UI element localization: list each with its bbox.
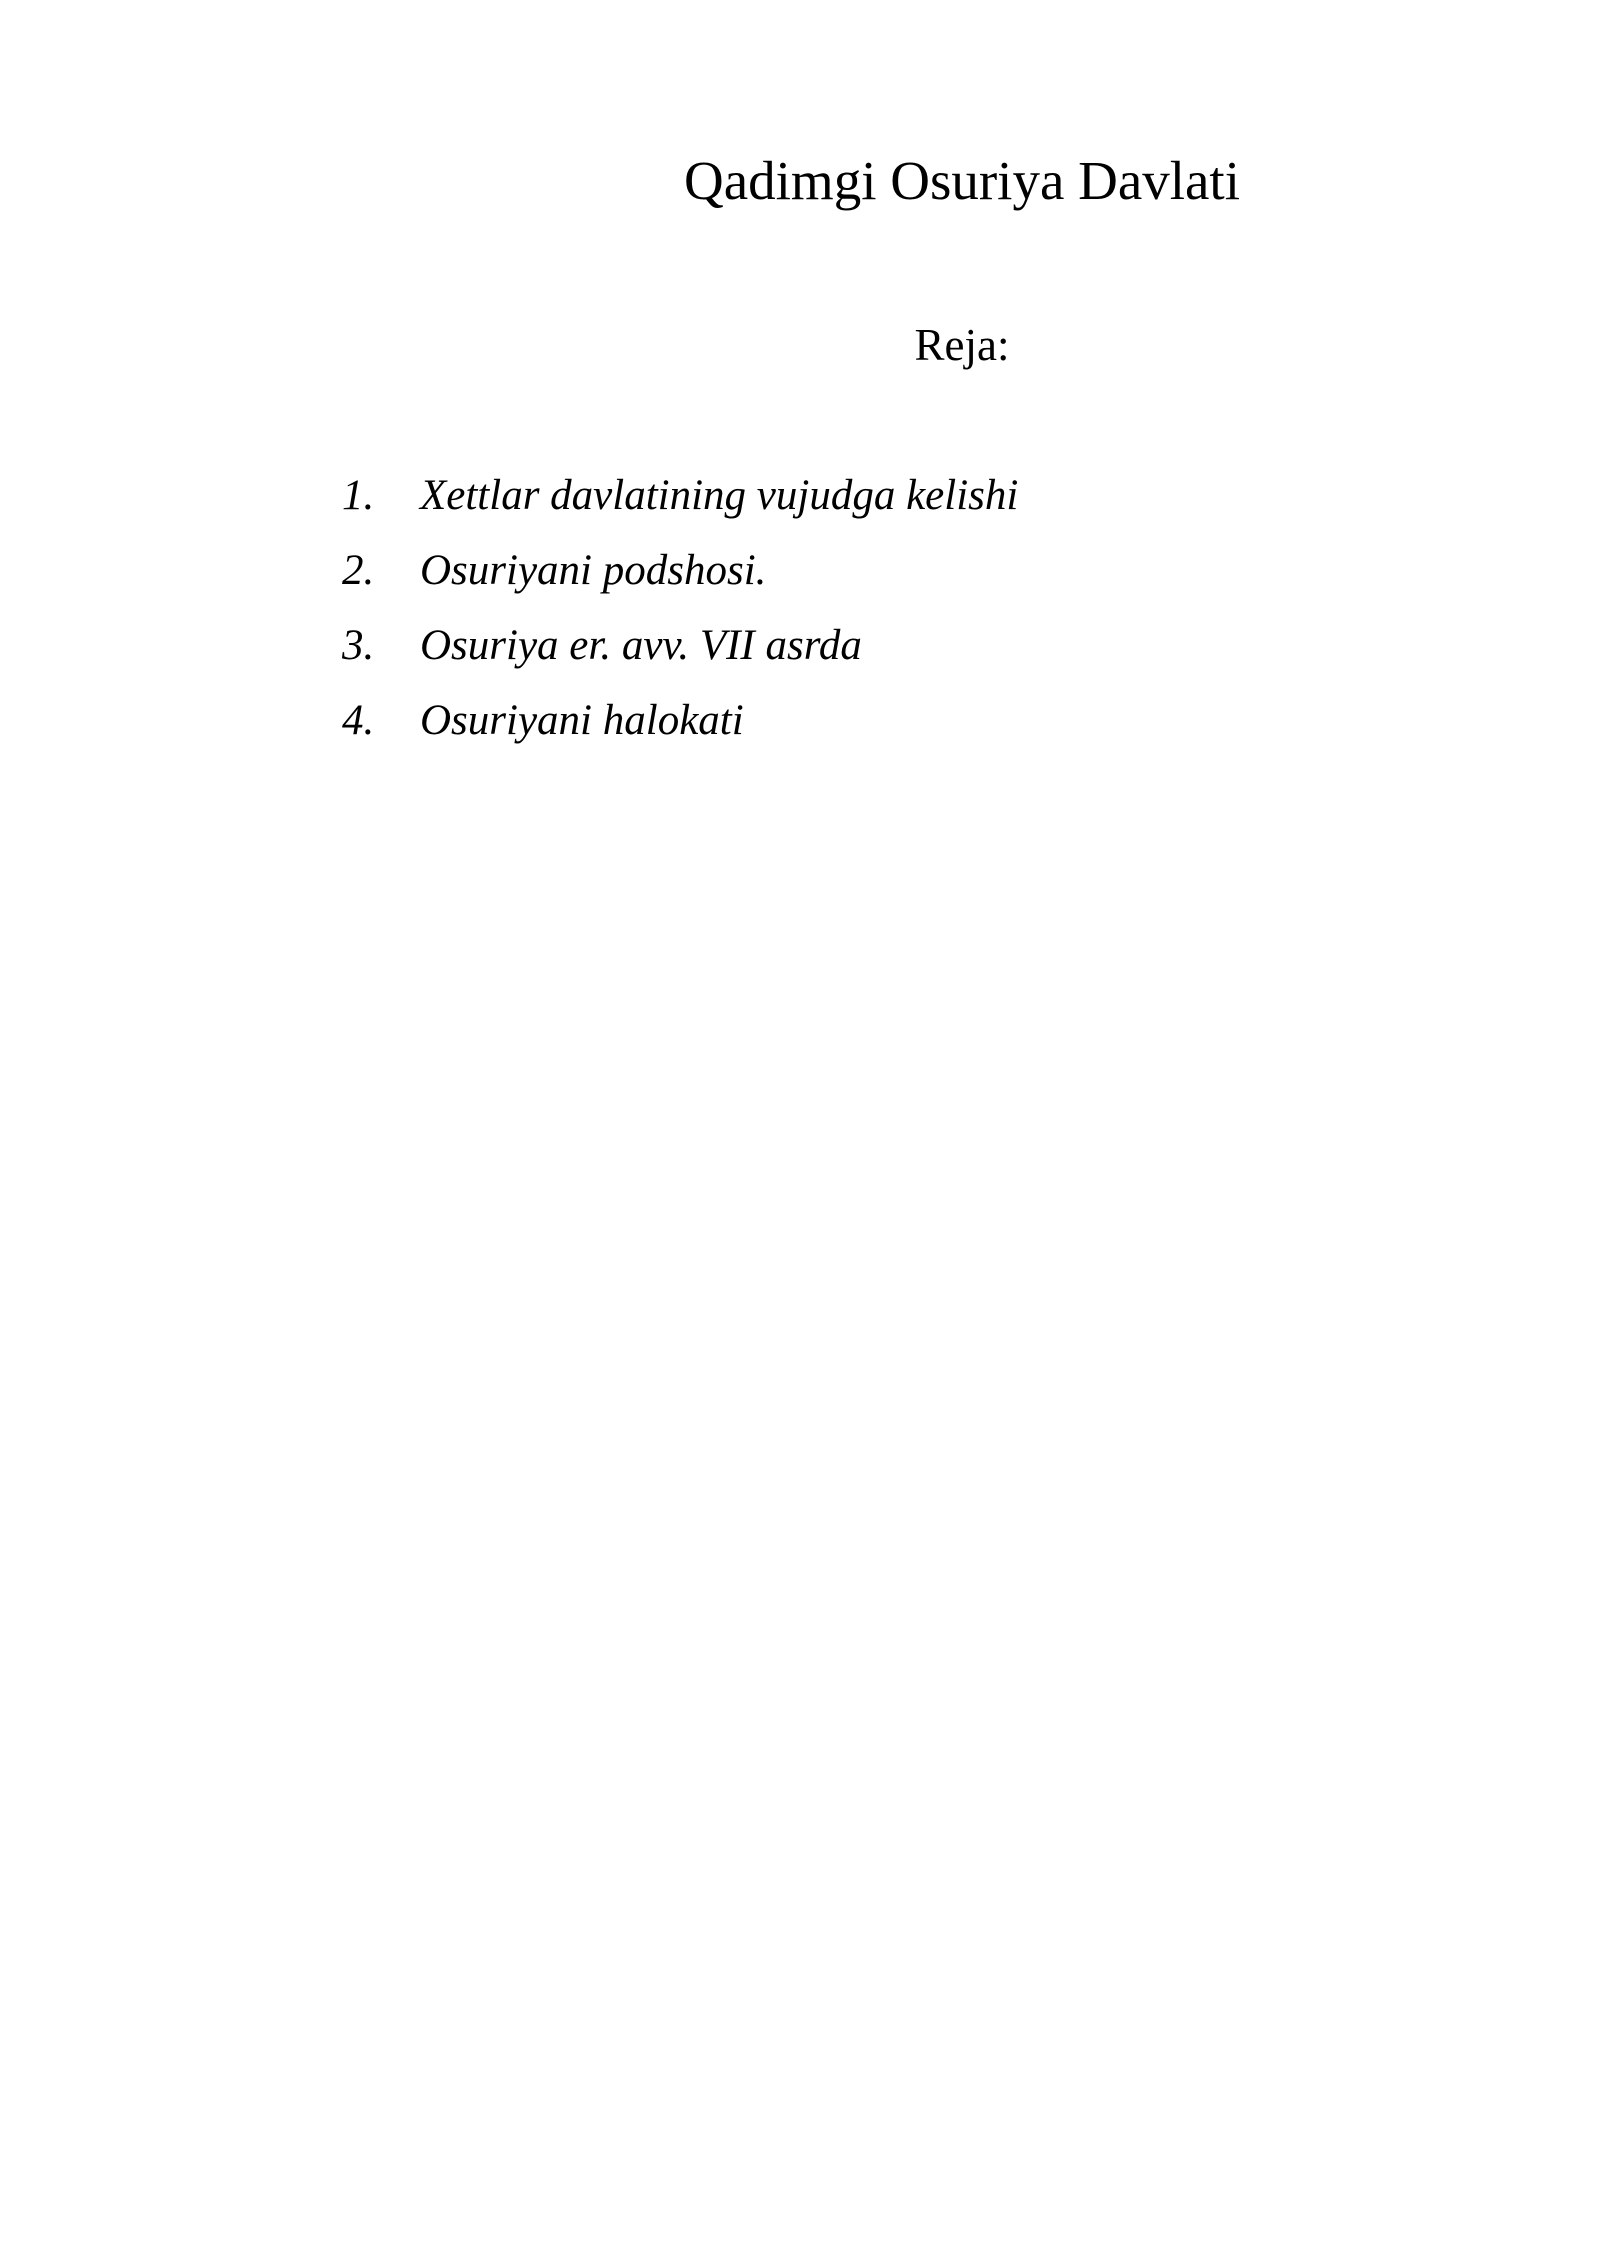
plan-item-number: 3.: [342, 622, 375, 669]
plan-item-number: 1.: [342, 472, 375, 519]
plan-item-number: 4.: [342, 697, 375, 744]
document-title: Qadimgi Osuriya Davlati: [684, 150, 1240, 211]
plan-item-text: Xettlar davlatining vujudga kelishi: [420, 472, 1019, 519]
plan-item-number: 2.: [342, 547, 375, 594]
plan-heading: Reja:: [914, 320, 1010, 370]
plan-item-text: Osuriya er. avv. VII asrda: [420, 622, 862, 669]
plan-item-text: Osuriyani podshosi.: [420, 547, 767, 594]
plan-item-text: Osuriyani halokati: [420, 697, 744, 744]
